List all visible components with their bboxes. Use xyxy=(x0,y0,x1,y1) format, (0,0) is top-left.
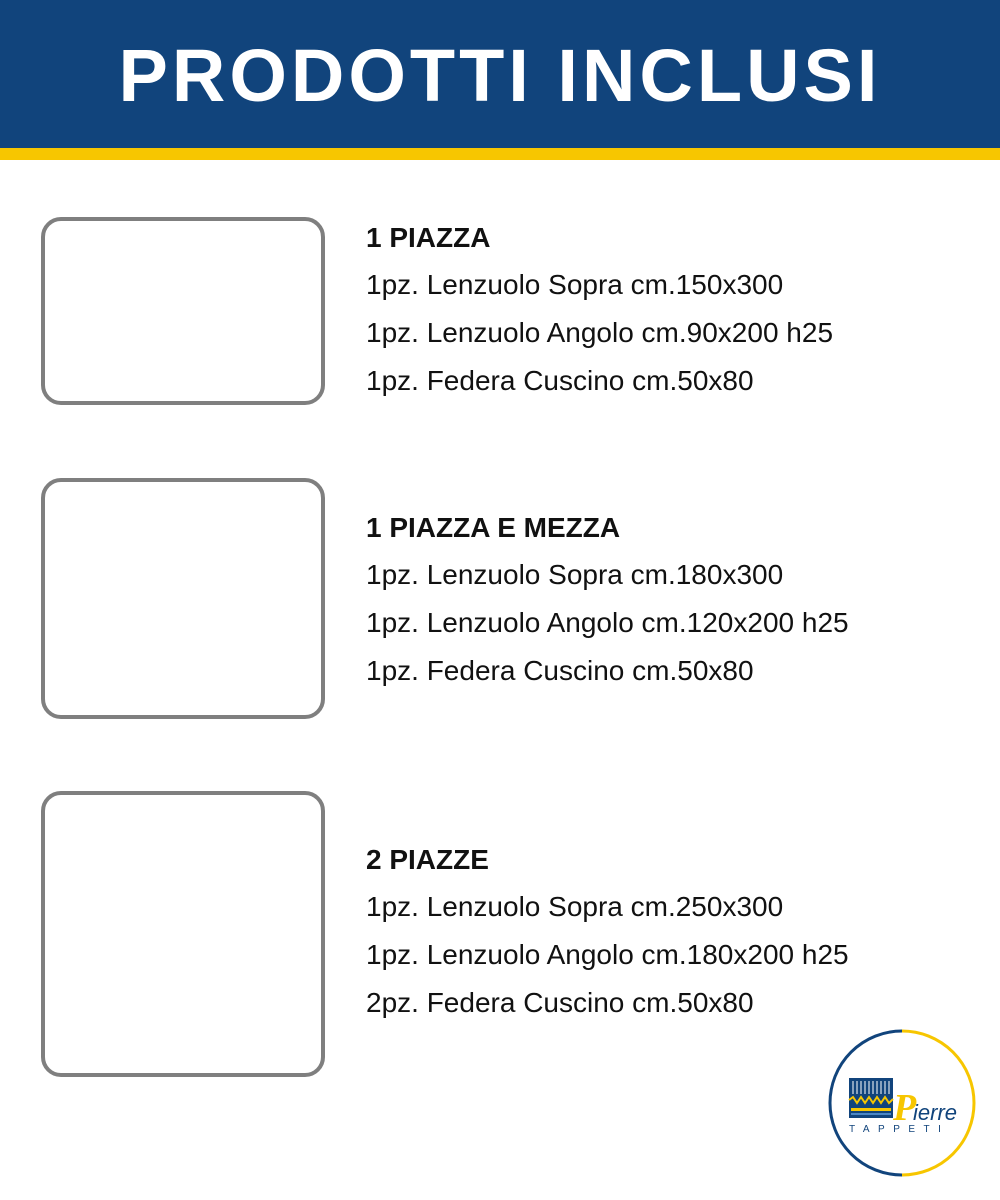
product-title: 2 PIAZZE xyxy=(366,844,489,875)
product-line: 1pz. Federa Cuscino cm.50x80 xyxy=(366,365,754,396)
product-line: 1pz. Lenzuolo Sopra cm.150x300 xyxy=(366,269,784,300)
product-title: 1 PIAZZA E MEZZA xyxy=(366,512,621,543)
svg-text:ierre: ierre xyxy=(913,1100,958,1125)
bed-size-frame-single xyxy=(41,217,325,405)
product-block-double xyxy=(366,840,849,1027)
product-line: 1pz. Lenzuolo Angolo cm.120x200 h25 xyxy=(366,607,849,638)
product-line: 1pz. Federa Cuscino cm.50x80 xyxy=(366,655,754,686)
header-stripe xyxy=(0,148,1000,160)
bed-size-frame-double xyxy=(41,791,325,1077)
header-banner xyxy=(0,0,1000,148)
pierre-tappeti-logo xyxy=(827,1028,977,1178)
loom-icon xyxy=(849,1078,893,1118)
product-line: 1pz. Lenzuolo Angolo cm.180x200 h25 xyxy=(366,939,849,970)
product-line: 1pz. Lenzuolo Sopra cm.180x300 xyxy=(366,559,784,590)
bed-size-frame-one-and-half xyxy=(41,478,325,719)
svg-text:P: P xyxy=(893,1087,917,1129)
product-line: 2pz. Federa Cuscino cm.50x80 xyxy=(366,987,754,1018)
product-line: 1pz. Lenzuolo Angolo cm.90x200 h25 xyxy=(366,317,834,348)
page-title: PRODOTTI INCLUSI xyxy=(118,34,882,117)
product-title: 1 PIAZZA xyxy=(366,222,491,253)
product-line: 1pz. Lenzuolo Sopra cm.250x300 xyxy=(366,891,784,922)
product-block-one-and-half xyxy=(366,508,849,695)
svg-text:TAPPETI: TAPPETI xyxy=(849,1124,950,1135)
product-block-single xyxy=(366,218,833,405)
